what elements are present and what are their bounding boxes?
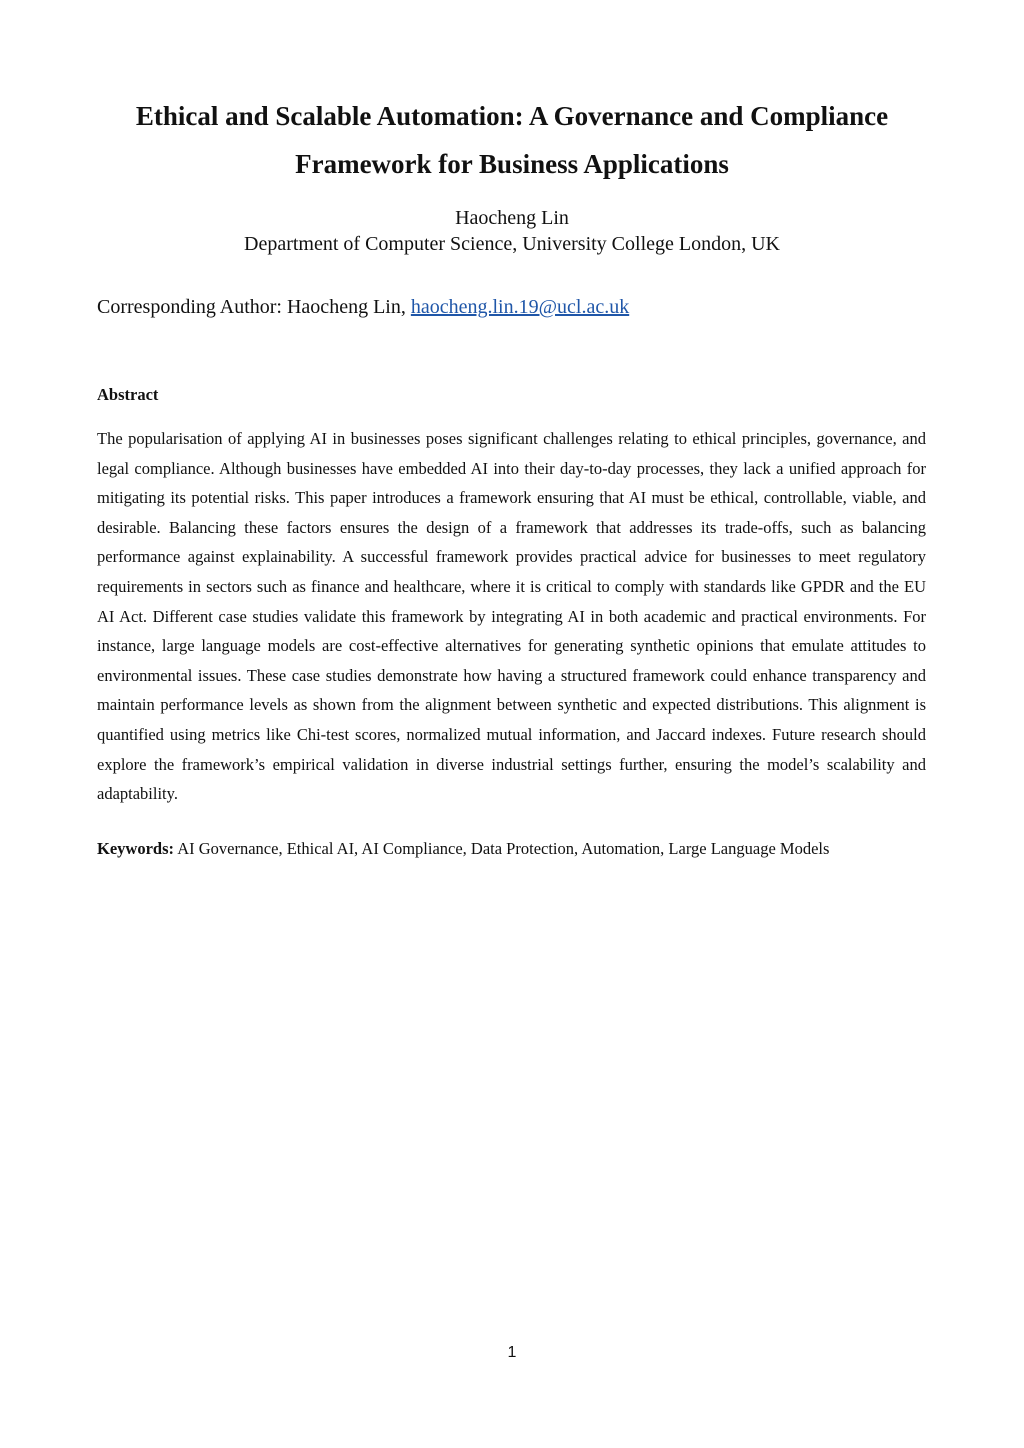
corresponding-label: Corresponding Author: Haocheng Lin, (97, 296, 411, 318)
page-number: 1 (507, 1344, 517, 1361)
abstract-heading: Abstract (97, 385, 159, 404)
keywords-label: Keywords: (97, 839, 174, 858)
title-line-2: Framework for Business Applications (295, 149, 729, 179)
author-block (60, 205, 964, 257)
keywords (97, 836, 926, 862)
author-name: Haocheng Lin (455, 207, 569, 229)
abstract-body: The popularisation of applying AI in businesses poses significant challenges relating to ethical principles, governance, and legal compliance. Although businesses have embedded AI into their day-to-day processes, they lack a unified approach for mitigating its potential risks. This paper introduces a framework ensuring that AI must be ethical, controllable, viable, and desirable. Balancing these factors ensures the design of a framework that addresses its trade-offs, such as balancing performance against explainability. A successful framework provides practical advice for businesses to meet regulatory requirements in sectors such as finance and healthcare, where it is critical to comply with standards like GPDR and the EU AI Act. Different case studies validate this framework by integrating AI in both academic and practical environments. For instance, large language models are cost-effective alternatives for generating synthetic opinions that emulate attitudes to environmental issues. These case studies demonstrate how having a structured framework could enhance transparency and maintain performance levels as shown from the alignment between synthetic and expected distributions. This alignment is quantified using metrics like Chi-test scores, normalized mutual information, and Jaccard indexes. Future research should explore the framework’s empirical validation in diverse industrial settings further, ensuring the model’s scalability and adaptability. (97, 429, 926, 804)
author-affiliation: Department of Computer Science, University College London, UK (244, 233, 780, 255)
corresponding-author (97, 294, 629, 320)
corresponding-email-link[interactable]: haocheng.lin.19@ucl.ac.uk (410, 296, 630, 318)
paper-title (60, 92, 964, 188)
title-line-1: Ethical and Scalable Automation: A Governance and Compliance (135, 101, 889, 131)
keywords-list: AI Governance, Ethical AI, AI Compliance, Data Protection, Automation, Large Language Models (174, 839, 830, 858)
